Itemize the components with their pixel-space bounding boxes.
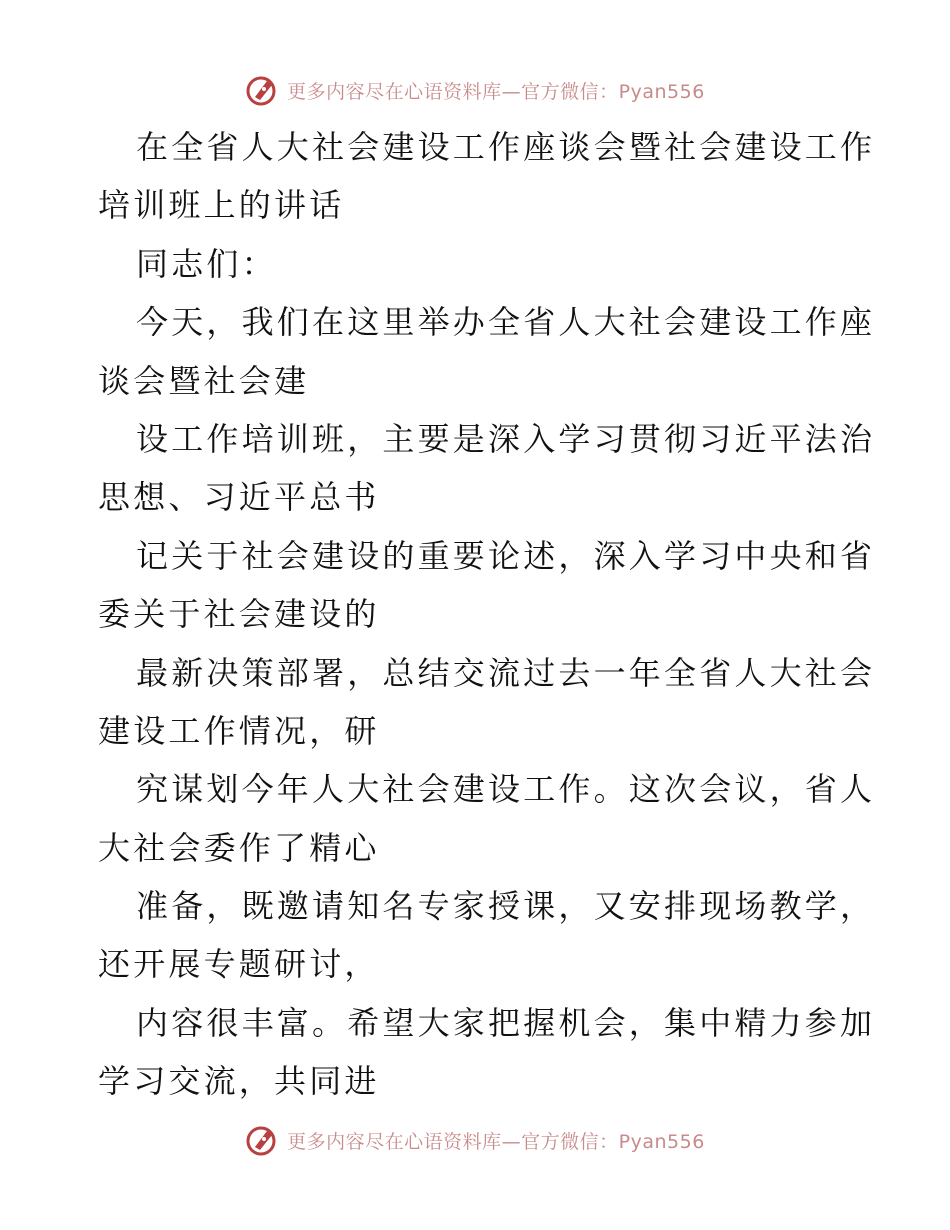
paragraph-line: 建设工作情况，研 bbox=[98, 711, 380, 750]
paragraph-line: 大社会委作了精心 bbox=[98, 828, 380, 867]
title-line-1: 在全省人大社会建设工作座谈会暨社会建设工作 bbox=[136, 128, 876, 166]
paragraph-line: 还开展专题研讨， bbox=[98, 945, 380, 984]
header-banner bbox=[0, 72, 950, 108]
pen-nib-circle-icon bbox=[245, 1123, 279, 1157]
paragraph-line: 今天，我们在这里举办全省人大社会建设工作座 bbox=[136, 303, 876, 342]
paragraph-line: 记关于社会建设的重要论述，深入学习中央和省 bbox=[136, 536, 876, 575]
paragraph-line: 思想、习近平总书 bbox=[98, 478, 380, 517]
footer-banner bbox=[0, 1122, 950, 1158]
paragraph-line: 准备，既邀请知名专家授课，又安排现场教学， bbox=[136, 887, 876, 926]
footer-banner-text: 更多内容尽在心语资料库—官方微信：Pyan556 bbox=[287, 1130, 705, 1153]
pen-nib-circle-icon bbox=[245, 73, 279, 107]
paragraph-line: 谈会暨社会建 bbox=[98, 361, 310, 400]
title-line-2: 培训班上的讲话 bbox=[98, 186, 345, 225]
paragraph-line: 委关于社会建设的 bbox=[98, 595, 380, 634]
paragraph-line: 最新决策部署，总结交流过去一年全省人大社会 bbox=[136, 653, 876, 692]
header-banner-text: 更多内容尽在心语资料库—官方微信：Pyan556 bbox=[287, 80, 705, 103]
paragraph-line: 究谋划今年人大社会建设工作。这次会议，省人 bbox=[136, 770, 876, 809]
paragraph-line: 设工作培训班，主要是深入学习贯彻习近平法治 bbox=[136, 419, 876, 458]
paragraph-line: 内容很丰富。希望大家把握机会，集中精力参加 bbox=[136, 1003, 876, 1042]
document-body bbox=[98, 118, 876, 1111]
paragraph-line: 学习交流，共同进 bbox=[98, 1062, 380, 1101]
salutation: 同志们： bbox=[136, 244, 277, 283]
